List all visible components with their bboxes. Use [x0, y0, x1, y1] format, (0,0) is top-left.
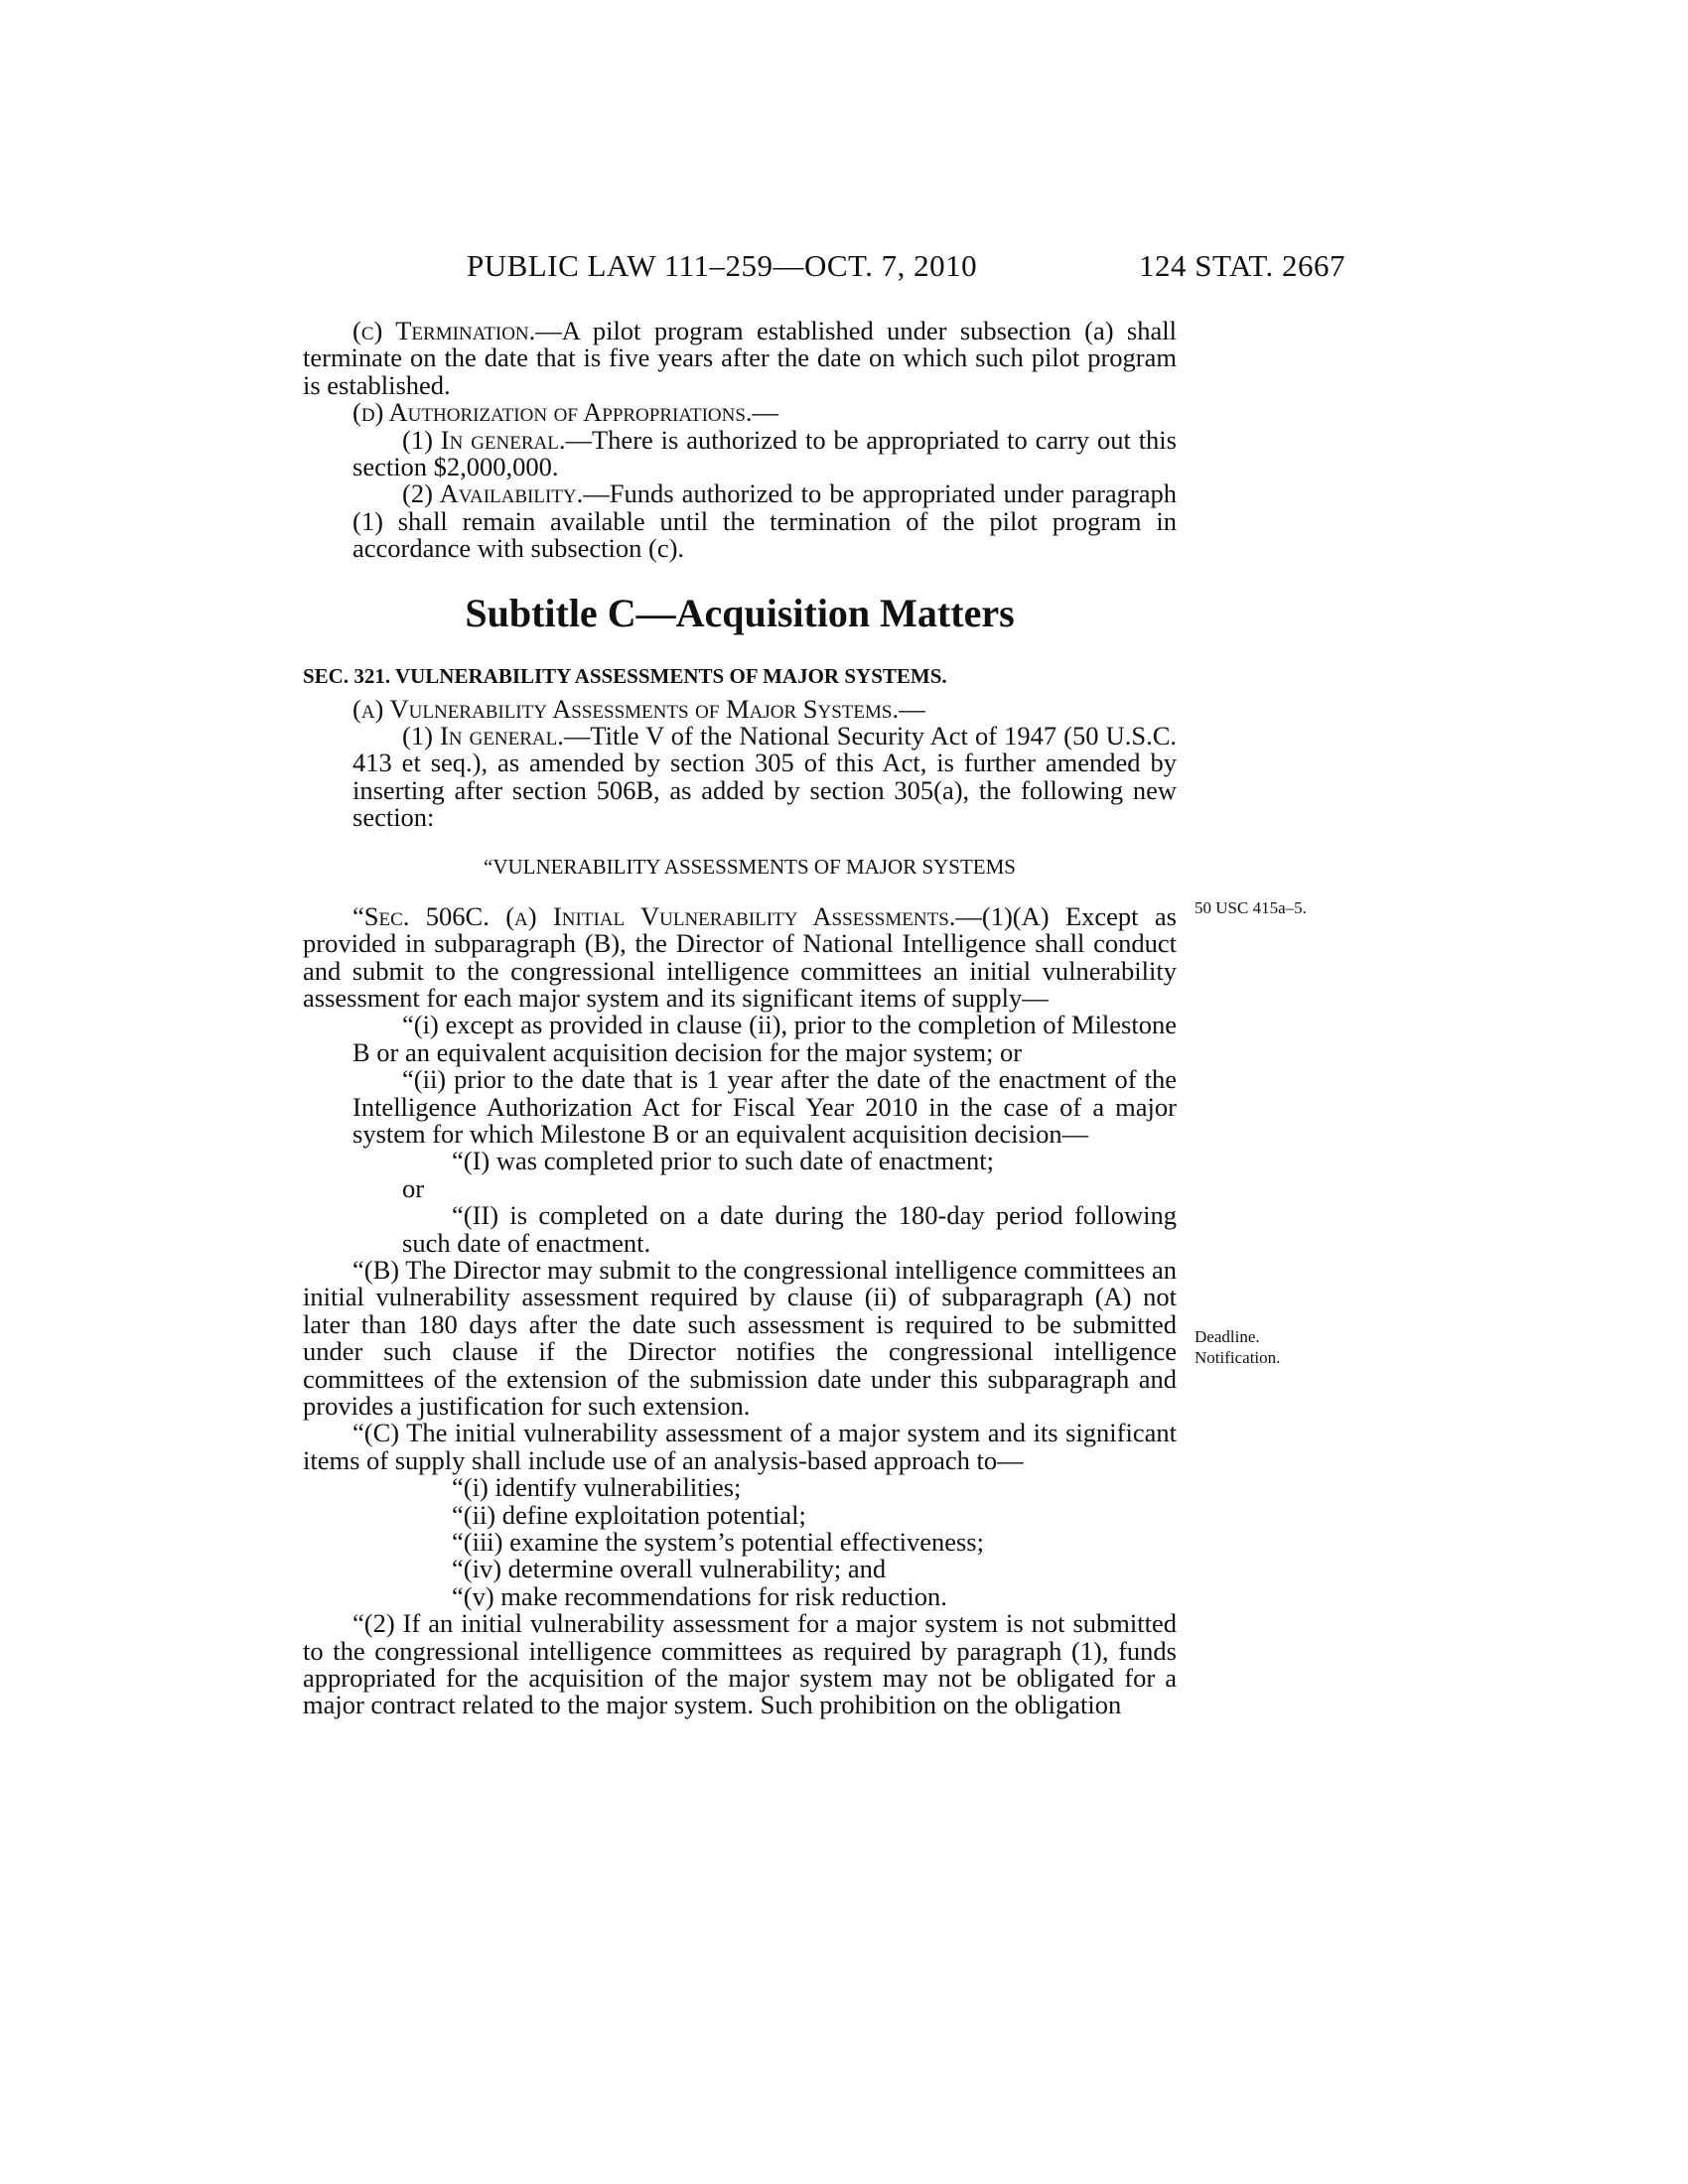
subclause-I-continuation: or [402, 1172, 425, 1203]
subparagraph-C: “(C) The initial vulnerability assessment of a major system and its significant items of supply shall include use of an analysis-based approach to— [303, 1418, 1177, 1475]
running-title: PUBLIC LAW 111–259—OCT. 7, 2010 [467, 248, 978, 283]
paragraph-heading: (c) Termination. [352, 316, 536, 345]
paragraph-heading: (1) In general. [402, 721, 564, 751]
paragraph-heading: (2) Availability. [402, 478, 584, 509]
paragraph-d-authorization [303, 399, 1177, 426]
statute-page-number: 124 STAT. 2667 [1139, 248, 1346, 283]
section-321-heading: SEC. 321. VULNERABILITY ASSESSMENTS OF MAJOR SYSTEMS. [303, 663, 947, 688]
paragraph-text: — [899, 693, 925, 724]
paragraph-heading: “Sec. 506C. (a) Initial Vulnerability Assessments. [352, 900, 956, 931]
paragraph-text: —A pilot program established under subsection (a) shall terminate on the date that is five years after the date on which such pilot program is established. [303, 316, 1177, 400]
paragraph-2: “(2) If an initial vulnerability assessment for a major system is not submitted to the congressional intelligence committees as required by paragraph (1), funds appropriated for the acquisition of the major system may not be obligated for a major contract related to the major system. Such prohibition on the obligation [303, 1608, 1177, 1720]
clause-ii: “(ii) prior to the date that is 1 year after the date of the enactment of the Intelligence Authorization Act for Fiscal Year 2010 in the case of a major system for which Milestone B or an equivalent acquisition decision— [352, 1064, 1177, 1149]
new-section-title: “VULNERABILITY ASSESSMENTS OF MAJOR SYSTEMS [484, 854, 1016, 879]
section-506c-intro [303, 900, 1177, 1013]
paragraph-text: — [752, 397, 779, 428]
document-body [303, 318, 1177, 1719]
section-a1-in-general [303, 723, 1177, 832]
paragraph-heading: (d) Authorization of Appropriations. [352, 397, 753, 428]
subclause-I: “(I) was completed prior to such date of enactment; [452, 1146, 994, 1176]
subclause-II: “(II) is completed on a date during the 180-day period following such date of enactment. [402, 1200, 1177, 1258]
margin-note-deadline: Deadline. [1195, 1327, 1260, 1346]
subtitle-heading: Subtitle C—Acquisition Matters [465, 590, 1015, 635]
section-a-heading [303, 693, 1177, 724]
paragraph-d2-availability [303, 480, 1177, 562]
list-item: “(iv) determine overall vulnerability; and [452, 1554, 887, 1584]
paragraph-text: —There is authorized to be appropriated to carry out this section $2,000,000. [352, 424, 1177, 482]
list-item: “(ii) define exploitation potential; [452, 1499, 806, 1530]
analysis-list [303, 1474, 1177, 1610]
list-item: “(v) make recommendations for risk reduction. [452, 1580, 947, 1611]
paragraph-heading: (1) In general. [402, 424, 566, 455]
list-item: “(i) identify vulnerabilities; [452, 1472, 742, 1503]
paragraph-text: —Title V of the National Security Act of 1947 (50 U.S.C. 413 et seq.), as amended by section 305 of this Act, is further amended by inserting after section 506B, as added by section 305(a), the following new section: [352, 721, 1177, 833]
clause-i: “(i) except as provided in clause (ii), prior to the completion of Milestone B or an equivalent acquisition decision for the major system; or [352, 1010, 1177, 1067]
paragraph-heading: (a) Vulnerability Assessments of Major Systems. [352, 693, 900, 724]
list-item: “(iii) examine the system’s potential effectiveness; [452, 1527, 984, 1558]
paragraph-text: —Funds authorized to be appropriated under paragraph (1) shall remain available until the termination of the pilot program in accordance with subsection (c). [352, 478, 1177, 564]
paragraph-c-termination [303, 318, 1177, 399]
paragraph-d1-in-general [303, 424, 1177, 482]
subparagraph-B: “(B) The Director may submit to the congressional intelligence committees an initial vulnerability assessment required by clause (ii) of subparagraph (A) not later than 180 days after the date such assessment is required to be submitted under such clause if the Director notifies the congressional intelligence committees of the extension of the submission date under this subparagraph and provides a justification for such extension. [303, 1254, 1177, 1421]
margin-note-notification: Notification. [1195, 1348, 1281, 1367]
paragraph-text: —(1)(A) Except as provided in subparagraph (B), the Director of National Intelligence shall conduct and submit to the congressional intelligence committees an initial vulnerability assessment for each major system and its significant items of supply— [303, 900, 1177, 1013]
margin-note-usc: 50 USC 415a–5. [1195, 898, 1307, 917]
